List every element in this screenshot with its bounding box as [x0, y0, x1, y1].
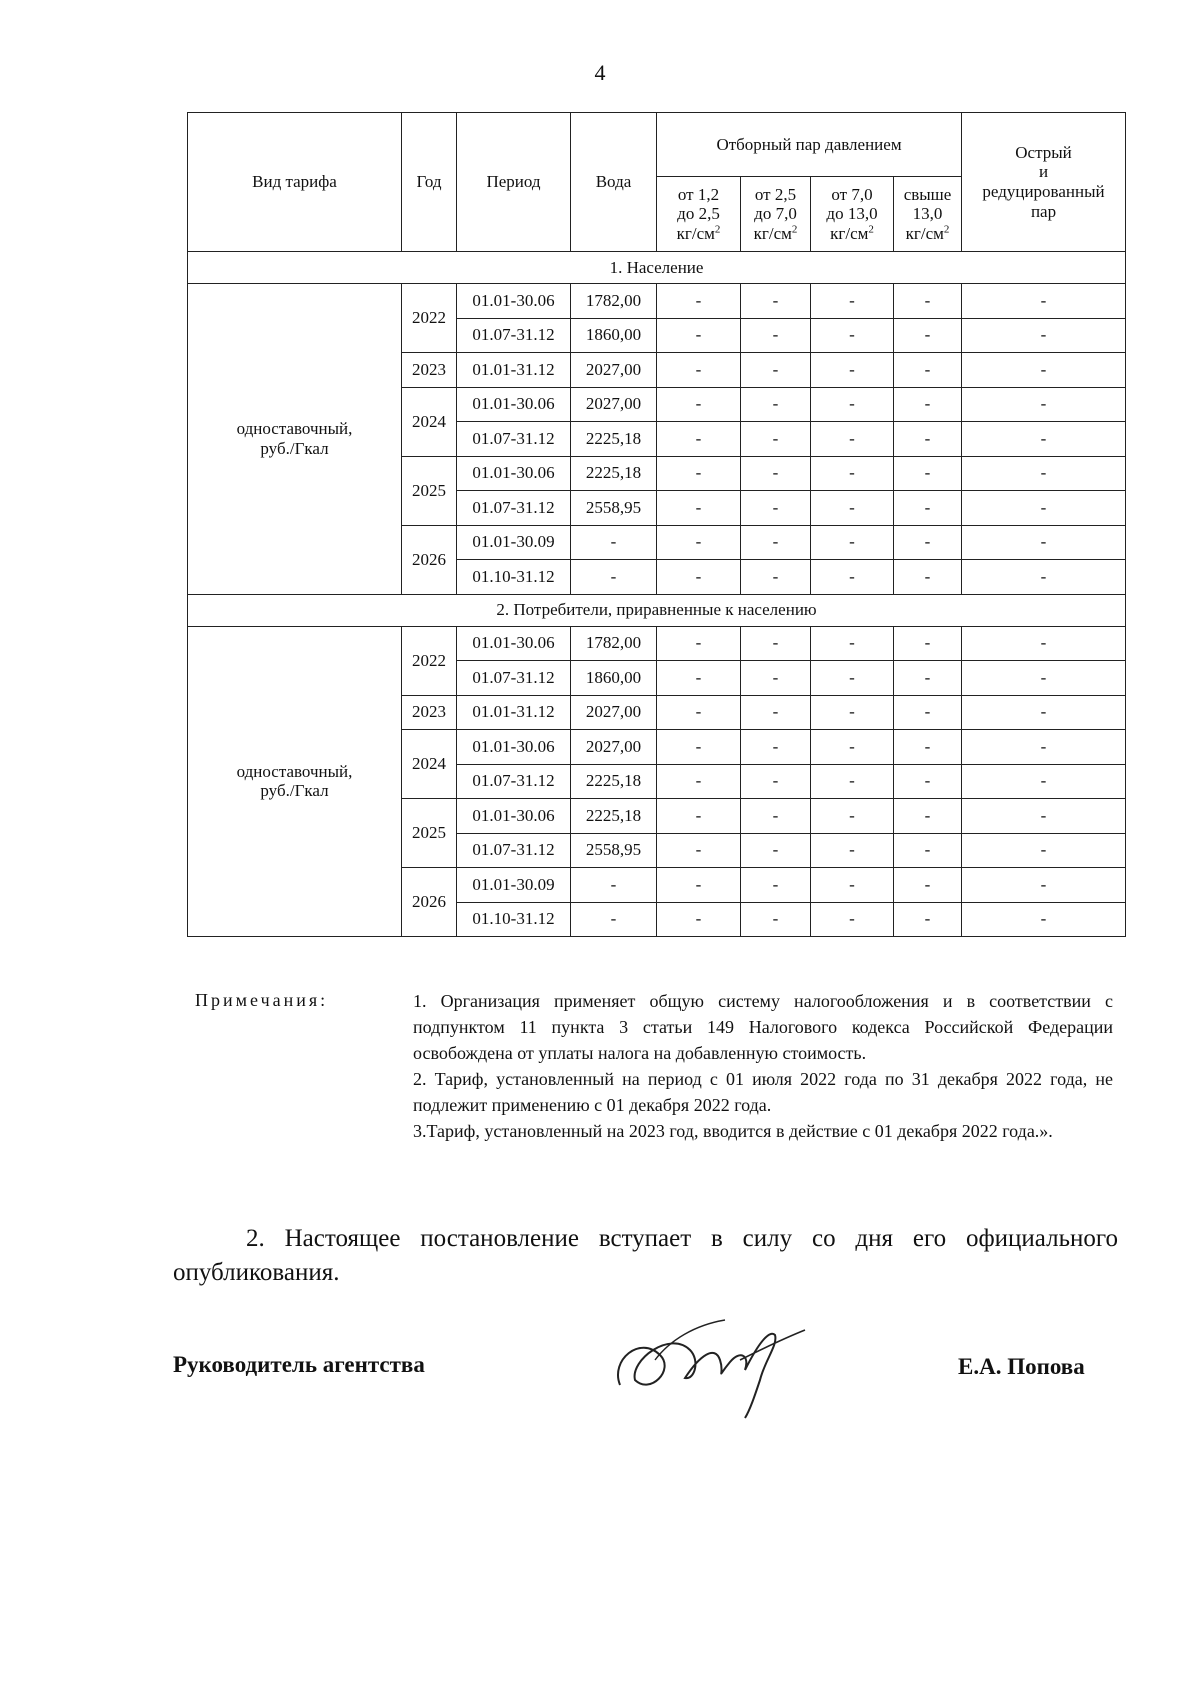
- water-value-cell: 1782,00: [571, 626, 657, 661]
- note-3: 3.Тариф, установленный на 2023 год, вводится в действие с 01 декабря 2022 года.».: [413, 1121, 1053, 1141]
- steam-value-cell: -: [962, 730, 1126, 765]
- steam-value-cell: -: [962, 284, 1126, 319]
- steam-value-cell: -: [962, 833, 1126, 868]
- period-cell: 01.01-30.09: [457, 868, 571, 903]
- water-value-cell: -: [571, 902, 657, 937]
- steam-value-cell: -: [741, 799, 811, 834]
- year-cell: 2024: [402, 730, 457, 799]
- steam-value-cell: -: [962, 422, 1126, 457]
- header-tariff-type: Вид тарифа: [188, 113, 402, 252]
- unit-superscript: 2: [714, 223, 721, 236]
- water-value-cell: 2225,18: [571, 799, 657, 834]
- steam-value-cell: -: [894, 525, 962, 560]
- header-sharp-steam-l1: Острый: [1015, 142, 1072, 162]
- header-sharp-steam-l3: редуцированный: [982, 182, 1105, 201]
- steam-value-cell: -: [894, 626, 962, 661]
- unit-superscript: 2: [868, 223, 874, 236]
- steam-value-cell: -: [962, 560, 1126, 595]
- steam-value-cell: -: [894, 456, 962, 491]
- steam-value-cell: -: [811, 387, 894, 422]
- period-cell: 01.01-31.12: [457, 695, 571, 730]
- decree-text: 2. Настоящее постановление вступает в силу со дня его официального опубликования.: [173, 1225, 1118, 1286]
- unit-text: кг/см: [905, 223, 944, 243]
- steam-value-cell: -: [811, 353, 894, 388]
- note-1: 1. Организация применяет общую систему налогообложения и в соответствии с подпунктом 11 пункта 3 статьи 149 Налогового кодекса Российской Федерации освобождена от уплаты налога на добавленную стоимость.: [413, 991, 1113, 1063]
- unit-superscript: 2: [943, 223, 950, 236]
- year-cell: 2026: [402, 525, 457, 594]
- steam-value-cell: -: [894, 902, 962, 937]
- header-steam-col-unit: [813, 224, 891, 244]
- header-period: Период: [457, 113, 571, 252]
- steam-value-cell: -: [741, 661, 811, 696]
- steam-value-cell: -: [811, 730, 894, 765]
- header-steam-col-l1: от 2,5: [754, 184, 797, 204]
- water-value-cell: 2225,18: [571, 422, 657, 457]
- tariff-type-line-2: руб./Гкал: [260, 438, 329, 458]
- steam-value-cell: -: [741, 353, 811, 388]
- header-steam-col-l2: до 7,0: [754, 204, 797, 224]
- steam-value-cell: -: [657, 284, 741, 319]
- tariff-table: [187, 112, 1126, 937]
- steam-value-cell: -: [894, 661, 962, 696]
- year-cell: 2022: [402, 626, 457, 695]
- water-value-cell: 1860,00: [571, 318, 657, 353]
- period-cell: 01.07-31.12: [457, 833, 571, 868]
- water-value-cell: 2225,18: [571, 764, 657, 799]
- steam-value-cell: -: [741, 422, 811, 457]
- water-value-cell: -: [571, 560, 657, 595]
- steam-value-cell: -: [894, 764, 962, 799]
- water-value-cell: -: [571, 525, 657, 560]
- unit-text: кг/см: [753, 223, 792, 243]
- period-cell: 01.01-30.06: [457, 730, 571, 765]
- year-cell: 2023: [402, 695, 457, 730]
- steam-value-cell: -: [962, 318, 1126, 353]
- steam-value-cell: -: [657, 764, 741, 799]
- period-cell: 01.01-30.06: [457, 387, 571, 422]
- tariff-type-cell: [188, 626, 402, 937]
- period-cell: 01.01-31.12: [457, 353, 571, 388]
- steam-value-cell: -: [657, 318, 741, 353]
- steam-value-cell: -: [657, 560, 741, 595]
- steam-value-cell: -: [811, 560, 894, 595]
- steam-value-cell: -: [657, 661, 741, 696]
- steam-value-cell: -: [894, 695, 962, 730]
- steam-value-cell: -: [811, 456, 894, 491]
- year-cell: 2025: [402, 456, 457, 525]
- page-number: 4: [594, 60, 606, 85]
- steam-value-cell: -: [811, 626, 894, 661]
- header-steam-col-unit: [659, 224, 738, 244]
- section-row: [188, 252, 1126, 284]
- period-cell: 01.01-30.06: [457, 799, 571, 834]
- steam-value-cell: -: [657, 799, 741, 834]
- steam-value-cell: -: [894, 868, 962, 903]
- steam-value-cell: -: [657, 456, 741, 491]
- header-steam-col-1: [657, 177, 741, 252]
- steam-value-cell: -: [811, 799, 894, 834]
- section-title: 2. Потребители, приравненные к населению: [188, 594, 1126, 626]
- steam-value-cell: -: [741, 284, 811, 319]
- steam-value-cell: -: [741, 456, 811, 491]
- steam-value-cell: -: [962, 387, 1126, 422]
- notes-text: [413, 988, 1113, 1144]
- header-steam-group: Отборный пар давлением: [657, 113, 962, 177]
- steam-value-cell: -: [811, 525, 894, 560]
- steam-value-cell: -: [811, 868, 894, 903]
- steam-value-cell: -: [657, 626, 741, 661]
- steam-value-cell: -: [657, 525, 741, 560]
- signer-name: Е.А. Попова: [958, 1354, 1085, 1379]
- header-steam-col-l2: до 2,5: [677, 204, 720, 224]
- steam-value-cell: -: [741, 695, 811, 730]
- water-value-cell: 2558,95: [571, 491, 657, 526]
- steam-value-cell: -: [811, 661, 894, 696]
- steam-value-cell: -: [657, 387, 741, 422]
- steam-value-cell: -: [657, 730, 741, 765]
- year-cell: 2022: [402, 284, 457, 353]
- steam-value-cell: -: [962, 456, 1126, 491]
- steam-value-cell: -: [741, 868, 811, 903]
- signer-title: Руководитель агентства: [173, 1352, 425, 1377]
- notes-label: Примечания:: [195, 990, 329, 1010]
- signature-image: [600, 1300, 820, 1420]
- steam-value-cell: -: [962, 525, 1126, 560]
- water-value-cell: -: [571, 868, 657, 903]
- steam-value-cell: -: [894, 833, 962, 868]
- steam-value-cell: -: [962, 626, 1126, 661]
- period-cell: 01.10-31.12: [457, 560, 571, 595]
- steam-value-cell: -: [657, 902, 741, 937]
- header-water: Вода: [571, 113, 657, 252]
- period-cell: 01.01-30.09: [457, 525, 571, 560]
- steam-value-cell: -: [657, 353, 741, 388]
- steam-value-cell: -: [741, 560, 811, 595]
- header-year: Год: [402, 113, 457, 252]
- steam-value-cell: -: [657, 868, 741, 903]
- period-cell: 01.07-31.12: [457, 491, 571, 526]
- steam-value-cell: -: [657, 833, 741, 868]
- tariff-type-cell: [188, 284, 402, 595]
- steam-value-cell: -: [811, 422, 894, 457]
- header-steam-col-3: [811, 177, 894, 252]
- header-steam-col-l1: от 7,0: [831, 184, 873, 204]
- water-value-cell: 2027,00: [571, 387, 657, 422]
- steam-value-cell: -: [741, 387, 811, 422]
- period-cell: 01.07-31.12: [457, 661, 571, 696]
- steam-value-cell: -: [657, 422, 741, 457]
- steam-value-cell: -: [811, 764, 894, 799]
- year-cell: 2024: [402, 387, 457, 456]
- steam-value-cell: -: [811, 491, 894, 526]
- steam-value-cell: -: [894, 353, 962, 388]
- note-2: 2. Тариф, установленный на период с 01 июля 2022 года по 31 декабря 2022 года, не подлежит применению с 01 декабря 2022 года.: [413, 1069, 1113, 1115]
- steam-value-cell: -: [657, 695, 741, 730]
- header-steam-col-l2: 13,0: [912, 204, 943, 224]
- steam-value-cell: -: [894, 318, 962, 353]
- steam-value-cell: -: [811, 284, 894, 319]
- period-cell: 01.10-31.12: [457, 902, 571, 937]
- unit-text: кг/см: [830, 223, 869, 243]
- header-sharp-steam-l4: пар: [1030, 201, 1057, 221]
- steam-value-cell: -: [894, 387, 962, 422]
- steam-value-cell: -: [962, 799, 1126, 834]
- year-cell: 2025: [402, 799, 457, 868]
- steam-value-cell: -: [741, 491, 811, 526]
- header-steam-col-l2: до 13,0: [826, 204, 878, 224]
- header-steam-col-unit: [743, 224, 808, 244]
- table-row: [188, 284, 1126, 319]
- steam-value-cell: -: [741, 764, 811, 799]
- header-sharp-steam-l2: и: [1038, 162, 1049, 182]
- water-value-cell: 1860,00: [571, 661, 657, 696]
- period-cell: 01.07-31.12: [457, 318, 571, 353]
- section-title: 1. Население: [188, 252, 1126, 284]
- period-cell: 01.01-30.06: [457, 456, 571, 491]
- water-value-cell: 2027,00: [571, 730, 657, 765]
- period-cell: 01.07-31.12: [457, 422, 571, 457]
- steam-value-cell: -: [894, 560, 962, 595]
- steam-value-cell: -: [962, 868, 1126, 903]
- water-value-cell: 1782,00: [571, 284, 657, 319]
- steam-value-cell: -: [894, 284, 962, 319]
- water-value-cell: 2027,00: [571, 353, 657, 388]
- steam-value-cell: -: [811, 695, 894, 730]
- tariff-type-line-2: руб./Гкал: [260, 781, 329, 801]
- steam-value-cell: -: [811, 833, 894, 868]
- header-steam-col-4: [894, 177, 962, 252]
- steam-value-cell: -: [811, 318, 894, 353]
- section-row: [188, 594, 1126, 626]
- water-value-cell: 2558,95: [571, 833, 657, 868]
- year-cell: 2023: [402, 353, 457, 388]
- steam-value-cell: -: [894, 422, 962, 457]
- steam-value-cell: -: [741, 902, 811, 937]
- steam-value-cell: -: [741, 833, 811, 868]
- steam-value-cell: -: [962, 491, 1126, 526]
- year-cell: 2026: [402, 868, 457, 937]
- steam-value-cell: -: [962, 661, 1126, 696]
- header-steam-col-l1: от 1,2: [677, 184, 720, 204]
- header-sharp-steam: [962, 113, 1126, 252]
- steam-value-cell: -: [962, 764, 1126, 799]
- steam-value-cell: -: [962, 902, 1126, 937]
- tariff-type-line-1: одноставочный,: [236, 419, 353, 439]
- steam-value-cell: -: [811, 902, 894, 937]
- steam-value-cell: -: [741, 626, 811, 661]
- unit-text: кг/см: [676, 223, 715, 243]
- steam-value-cell: -: [894, 730, 962, 765]
- unit-superscript: 2: [791, 223, 798, 236]
- steam-value-cell: -: [741, 318, 811, 353]
- tariff-type-line-1: одноставочный,: [236, 761, 353, 781]
- table-row: [188, 626, 1126, 661]
- steam-value-cell: -: [657, 491, 741, 526]
- header-steam-col-unit: [896, 224, 959, 244]
- steam-value-cell: -: [962, 353, 1126, 388]
- steam-value-cell: -: [894, 799, 962, 834]
- water-value-cell: 2027,00: [571, 695, 657, 730]
- header-steam-col-2: [741, 177, 811, 252]
- period-cell: 01.01-30.06: [457, 626, 571, 661]
- water-value-cell: 2225,18: [571, 456, 657, 491]
- steam-value-cell: -: [894, 491, 962, 526]
- steam-value-cell: -: [741, 525, 811, 560]
- period-cell: 01.07-31.12: [457, 764, 571, 799]
- steam-value-cell: -: [741, 730, 811, 765]
- header-steam-col-l1: свыше: [903, 184, 952, 204]
- steam-value-cell: -: [962, 695, 1126, 730]
- period-cell: 01.01-30.06: [457, 284, 571, 319]
